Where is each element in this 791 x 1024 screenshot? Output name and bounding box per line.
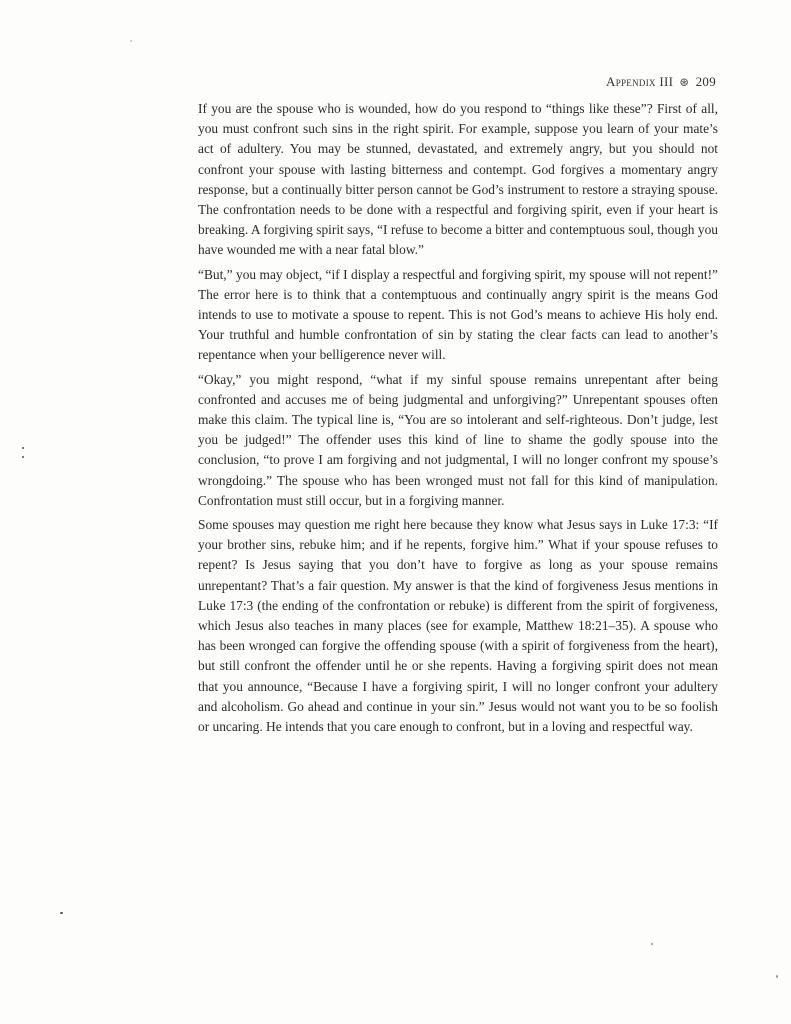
ornament-icon: ⊛ — [679, 75, 690, 89]
paragraph-4: Some spouses may question me right here because they know what Jesus says in Luke 17:3: “If your brother sins, rebuke him; and if he repents, forgive him.” What if your spouse refuses to repent? Is Jesus saying that you don’t have to forgive as long as your spouse remains unrepentant? That’s a fair question. My answer is that the kind of forgiveness Jesus mentions in Luke 17:3 (the ending of the confrontation or rebuke) is different from the spirit of forgiveness, which Jesus also teaches in many places (see for example, Matthew 18:21–35). A spouse who has been wronged can forgive the offending spouse (with a spirit of forgiveness from the heart), but still confront the offender until he or she repents. Having a forgiving spirit does not mean that you announce, “Because I have a forgiving spirit, I will no longer confront your adultery and alcoholism. Go ahead and continue in your sin.” Jesus would not want you to be so foolish or uncaring. He intends that you care enough to confront, but in a loving and respectful way. — [198, 517, 718, 735]
paragraph-2: “But,” you may object, “if I display a respectful and forgiving spirit, my spouse will not repent!” The error here is to think that a contemptuous and continually angry spirit is the means God intends to use to motivate a spouse to repent. This is not God’s means to achieve His holy end. Your truthful and humble confrontation of sin by stating the clear facts can lead to another’s repentance when your belligerence never will. — [198, 266, 718, 363]
running-head-section: Appendix III — [606, 74, 674, 89]
scan-speck — [22, 456, 24, 458]
body-text — [198, 99, 718, 741]
paragraph-3: “Okay,” you might respond, “what if my sinful spouse remains unrepentant after being confronted and accuses me of being judgmental and unforgiving?” Unrepentant spouses often make this claim. The typical line is, “You are so intolerant and self-righteous. Don’t judge, lest you be judged!” The offender uses this kind of line to shame the godly spouse into the conclusion, “to prove I am forgiving and not judgmental, I will no longer confront my spouse’s wrongdoing.” The spouse who has been wronged must not fall for this kind of manipulation. Confrontation must still occur, but in a forgiving manner. — [198, 371, 718, 508]
running-head — [556, 74, 716, 90]
paragraph-1: If you are the spouse who is wounded, how do you respond to “things like these”? First of all, you must confront such sins in the right spirit. For example, suppose you learn of your mate’s act of adultery. You may be stunned, devastated, and extremely angry, but you should not confront your spouse with lasting bitterness and contempt. God forgives a momentary angry response, but a continually bitter person cannot be God’s instrument to restore a straying spouse. The confrontation needs to be done with a respectful and forgiving spirit, even if your heart is breaking. A forgiving spirit says, “I refuse to become a bitter and contemptuous soul, though you have wounded me with a near fatal blow.” — [198, 101, 718, 258]
scan-speck — [130, 40, 132, 42]
scan-speck — [776, 975, 778, 978]
scan-speck — [651, 943, 653, 945]
page-number: 209 — [695, 74, 716, 89]
scan-speck — [22, 447, 24, 449]
scan-speck — [60, 912, 63, 914]
